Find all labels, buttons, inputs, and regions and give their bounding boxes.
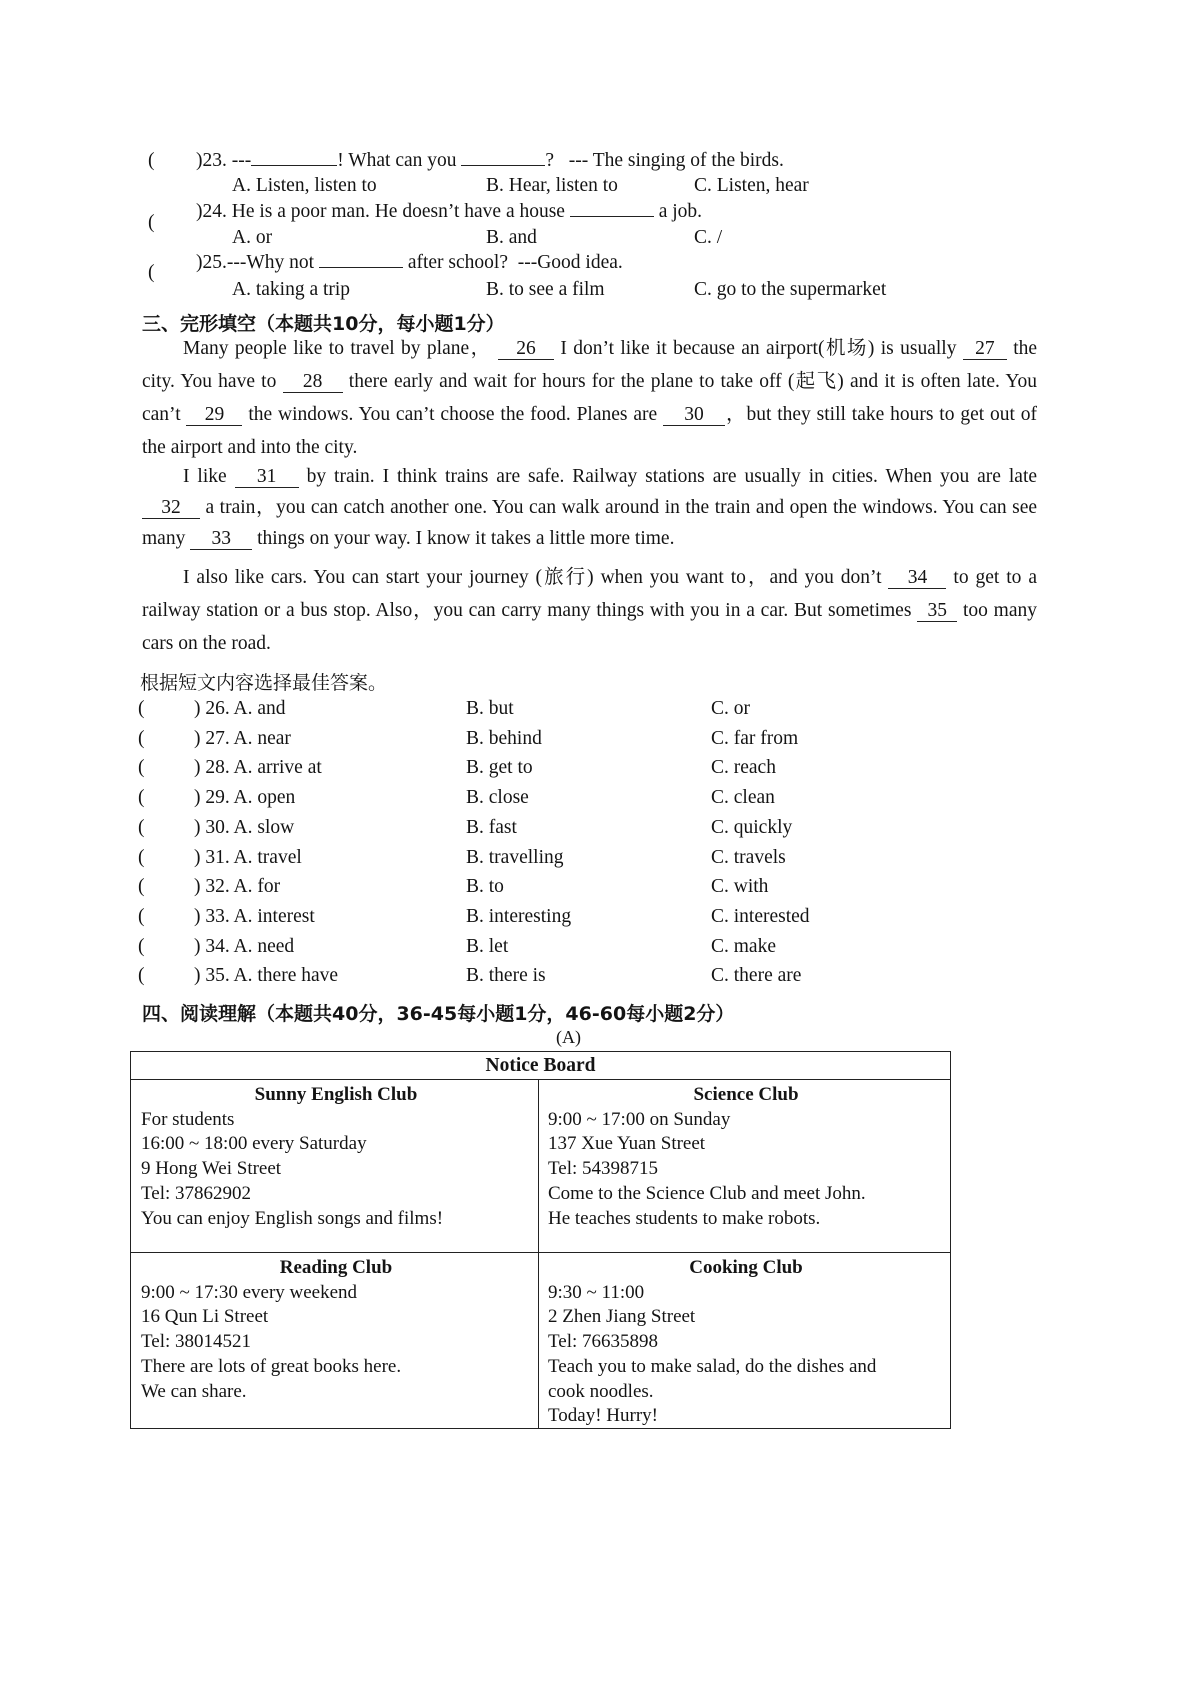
q25-line (196, 252, 623, 274)
club-line: cook noodles. (548, 1380, 654, 1402)
notice-board-title: Notice Board (131, 1052, 950, 1080)
option-b[interactable]: B. get to (466, 757, 533, 778)
q23-blank-2[interactable] (461, 165, 545, 166)
q24-text-2: a job. (658, 201, 703, 222)
option-b[interactable]: B. to (466, 876, 504, 897)
p3-text-1: I also like cars. You can start your journey (旅行) when you want to，and you don’t (183, 567, 882, 588)
club-line: 16 Qun Li Street (141, 1306, 269, 1328)
option-c[interactable]: C. quickly (711, 817, 793, 838)
option-b[interactable]: B. fast (466, 817, 517, 838)
q23-text-3: --- The singing of the birds. (568, 150, 784, 171)
option-c[interactable]: C. interested (711, 906, 810, 927)
option-a[interactable]: ) 28. A. arrive at (194, 757, 322, 778)
p3-text-3: too many cars on the road. (142, 600, 1037, 654)
club-cooking (548, 1256, 944, 1429)
club-line: 9:00 ~ 17:00 on Sunday (548, 1108, 731, 1130)
option-paren: ( (138, 906, 145, 927)
q23-option-b[interactable]: B. Hear, listen to (486, 175, 618, 196)
blank-32[interactable]: 32 (142, 498, 200, 519)
blank-26[interactable]: 26 (498, 339, 554, 360)
club-line: He teaches students to make robots. (548, 1207, 821, 1229)
option-a[interactable]: ) 29. A. open (194, 787, 296, 808)
club-line: For students (141, 1108, 235, 1130)
cloze-paragraph-2 (142, 461, 1037, 554)
option-c[interactable]: C. far from (711, 728, 799, 749)
q23-option-a[interactable]: A. Listen, listen to (232, 175, 377, 196)
p1-text-6: ，but they still take hours to get out of the airport and into the city. (142, 404, 1038, 458)
club-reading (141, 1256, 531, 1404)
p2-text-3: a train，you can catch another one. You can walk around in the train and open the windows. You can see many (142, 497, 1038, 549)
club-line: We can share. (141, 1380, 247, 1402)
club-line: Tel: 37862902 (141, 1182, 252, 1204)
section-3-title: 三、完形填空（本题共10分，每小题1分） (142, 313, 505, 335)
p1-text-5: the windows. You can’t choose the food. Planes are (248, 404, 658, 425)
q24-option-b[interactable]: B. and (486, 227, 537, 248)
club-line: Today! Hurry! (548, 1405, 658, 1427)
option-c[interactable]: C. or (711, 698, 750, 719)
club-line: Tel: 38014521 (141, 1331, 252, 1353)
blank-31[interactable]: 31 (235, 467, 299, 488)
club-line: Come to the Science Club and meet John. (548, 1182, 866, 1204)
club-line: 9 Hong Wei Street (141, 1158, 282, 1180)
p1-text-4: there early and wait for hours for the plane to take off (起飞) and it is often late. You can’t (142, 371, 1038, 425)
p2-text-1: I like (183, 466, 227, 487)
part-a-label: (A) (556, 1027, 581, 1047)
club-line: 9:00 ~ 17:30 every weekend (141, 1281, 358, 1303)
option-a[interactable]: ) 30. A. slow (194, 817, 295, 838)
club-science (548, 1083, 944, 1231)
p1-text-1: Many people like to travel by plane， (183, 338, 492, 359)
q25-option-c[interactable]: C. go to the supermarket (694, 279, 887, 300)
q23-option-c[interactable]: C. Listen, hear (694, 175, 809, 196)
option-a[interactable]: ) 27. A. near (194, 728, 291, 749)
q23-line (196, 150, 784, 172)
p3-text-2: to get to a railway station or a bus stop. Also，you can carry many things with you in a car. But sometimes (142, 567, 1037, 621)
option-c[interactable]: C. there are (711, 965, 802, 986)
option-c[interactable]: C. with (711, 876, 769, 897)
club-line: 16:00 ~ 18:00 every Saturday (141, 1133, 367, 1155)
option-a[interactable]: ) 33. A. interest (194, 906, 315, 927)
blank-35[interactable]: 35 (917, 601, 957, 622)
option-c[interactable]: C. clean (711, 787, 775, 808)
option-paren: ( (138, 698, 145, 719)
option-b[interactable]: B. but (466, 698, 514, 719)
club-name: Sunny English Club (254, 1084, 418, 1105)
option-b[interactable]: B. travelling (466, 847, 564, 868)
cloze-paragraph-1 (142, 332, 1037, 464)
club-name: Reading Club (279, 1257, 393, 1278)
club-line: 9:30 ~ 11:00 (548, 1281, 645, 1303)
q25-text-2: ---Good idea. (517, 252, 623, 273)
option-paren: ( (138, 757, 145, 778)
option-c[interactable]: C. travels (711, 847, 786, 868)
q25-option-b[interactable]: B. to see a film (486, 279, 605, 300)
q24-paren: ( (148, 212, 155, 233)
blank-27[interactable]: 27 (963, 339, 1007, 360)
option-paren: ( (138, 936, 145, 957)
p2-text-2: by train. I think trains are safe. Railway stations are usually in cities. When you are late (306, 466, 1038, 487)
option-paren: ( (138, 817, 145, 838)
option-a[interactable]: ) 26. A. and (194, 698, 286, 719)
q25-paren: ( (148, 262, 155, 283)
club-line: Tel: 54398715 (548, 1158, 659, 1180)
blank-34[interactable]: 34 (888, 568, 946, 589)
q24-line (196, 201, 702, 223)
option-b[interactable]: B. interesting (466, 906, 572, 927)
q24-number: )24. (196, 201, 227, 222)
option-paren: ( (138, 728, 145, 749)
cloze-instruction: 根据短文内容选择最佳答案。 (140, 672, 388, 694)
p1-text-2: I don’t like it because an airport(机场) is usually (560, 338, 957, 359)
q25-blank[interactable] (319, 267, 403, 268)
section-4-title: 四、阅读理解（本题共40分，36-45每小题1分，46-60每小题2分） (142, 1003, 735, 1025)
cloze-paragraph-3 (142, 561, 1037, 660)
club-name: Science Club (693, 1084, 799, 1105)
option-paren: ( (138, 787, 145, 808)
q23-text-2: ? (545, 150, 555, 171)
blank-29[interactable]: 29 (186, 405, 242, 426)
club-line: Tel: 76635898 (548, 1331, 659, 1353)
option-paren: ( (138, 876, 145, 897)
option-b[interactable]: B. behind (466, 728, 542, 749)
q23-number: )23. --- (196, 150, 252, 171)
club-line: You can enjoy English songs and films! (141, 1207, 444, 1229)
club-name: Cooking Club (689, 1257, 803, 1278)
q24-option-a[interactable]: A. or (232, 227, 273, 248)
option-c[interactable]: C. reach (711, 757, 776, 778)
q25-number: )25.---Why not (196, 252, 315, 273)
option-a[interactable]: ) 31. A. travel (194, 847, 302, 868)
q23-paren: ( (148, 150, 155, 171)
club-line: There are lots of great books here. (141, 1355, 402, 1377)
q25-option-a[interactable]: A. taking a trip (232, 279, 351, 300)
blank-30[interactable]: 30 (663, 405, 725, 426)
blank-33[interactable]: 33 (190, 529, 252, 550)
q24-blank[interactable] (570, 216, 654, 217)
option-a[interactable]: ) 32. A. for (194, 876, 281, 897)
option-paren: ( (138, 847, 145, 868)
option-a[interactable]: ) 34. A. need (194, 936, 295, 957)
option-b[interactable]: B. there is (466, 965, 546, 986)
p2-text-4: things on your way. I know it takes a little more time. (257, 528, 675, 549)
club-line: Teach you to make salad, do the dishes and (548, 1355, 877, 1377)
club-sunny-english (141, 1083, 531, 1231)
club-line: 2 Zhen Jiang Street (548, 1306, 696, 1328)
q23-blank-1[interactable] (251, 165, 337, 166)
option-b[interactable]: B. let (466, 936, 509, 957)
p1-text-3: the city. You have to (142, 338, 1038, 392)
option-b[interactable]: B. close (466, 787, 529, 808)
option-a[interactable]: ) 35. A. there have (194, 965, 339, 986)
notice-board (130, 1051, 951, 1429)
q24-option-c[interactable]: C. / (694, 227, 723, 248)
option-paren: ( (138, 965, 145, 986)
q23-text-1: ! What can you (337, 150, 457, 171)
option-c[interactable]: C. make (711, 936, 776, 957)
club-line: 137 Xue Yuan Street (548, 1133, 706, 1155)
q24-text-1: He is a poor man. He doesn’t have a house (231, 201, 565, 222)
blank-28[interactable]: 28 (283, 372, 343, 393)
q25-text-1: after school? (407, 252, 508, 273)
